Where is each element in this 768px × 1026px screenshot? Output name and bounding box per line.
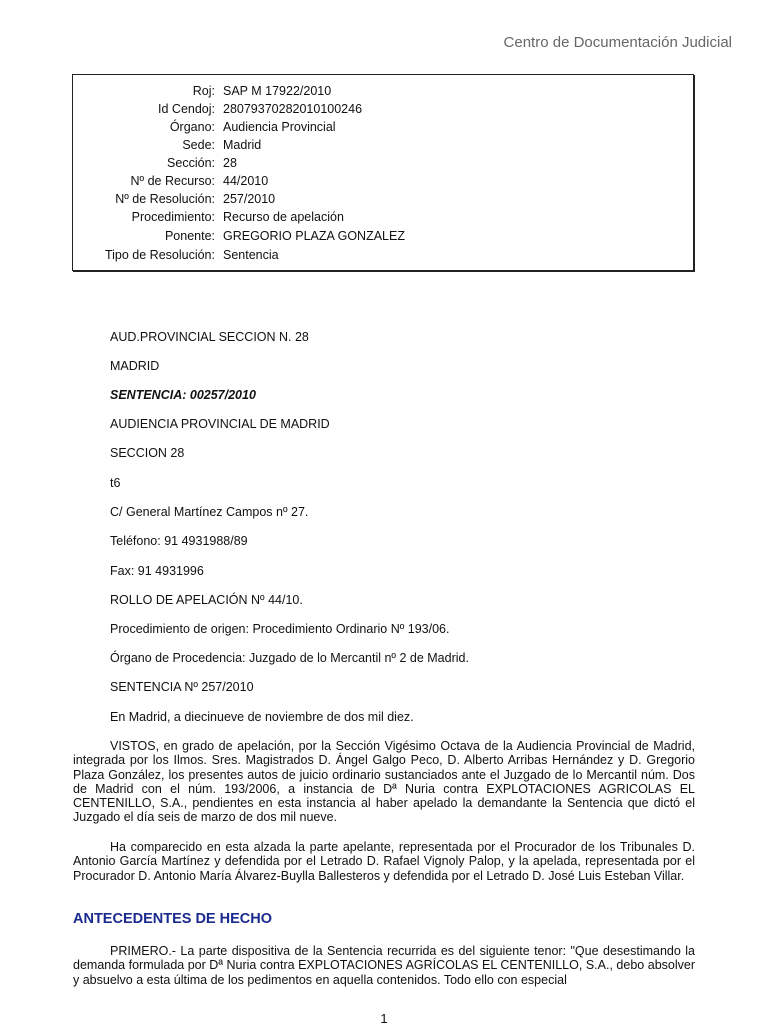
metadata-row-roj: [73, 84, 693, 98]
metadata-label: Nº de Recurso:: [130, 174, 215, 188]
origin-procedure: Procedimiento de origen: Procedimiento Ordinario Nº 193/06.: [110, 622, 450, 636]
metadata-label: Roj:: [192, 84, 215, 98]
section-line: SECCION 28: [110, 446, 185, 460]
metadata-value: 28079370282010100246: [223, 102, 363, 116]
court-heading: AUD.PROVINCIAL SECCION N. 28: [110, 330, 309, 344]
metadata-row-ponente: [73, 229, 693, 243]
court-phone: Teléfono: 91 4931988/89: [110, 534, 248, 548]
court-city: MADRID: [110, 359, 160, 373]
court-full-name: AUDIENCIA PROVINCIAL DE MADRID: [110, 417, 330, 431]
metadata-row-procedimiento: [73, 210, 693, 224]
metadata-label: Sección:: [167, 156, 215, 170]
appearance-paragraph: Ha comparecido en esta alzada la parte apelante, representada por el Procurador de los Tribunales D. Antonio García Martínez y defendida por el Letrado D. Rafael Vignoly Palop, y la apelada, representada por el Procurador D. Antonio María Álvarez-Buylla Ballesteros y defendida por el Letrado D. José Luis Esteban Villar.: [73, 840, 695, 883]
metadata-label: Tipo de Resolución:: [104, 248, 215, 262]
metadata-label: Órgano:: [169, 120, 215, 134]
origin-court: Órgano de Procedencia: Juzgado de lo Mercantil nº 2 de Madrid.: [110, 651, 469, 665]
metadata-value: Recurso de apelación: [223, 210, 344, 224]
section-heading-antecedentes: ANTECEDENTES DE HECHO: [73, 911, 272, 927]
metadata-label: Ponente:: [164, 229, 215, 243]
metadata-row-tipo-resolucion: [73, 248, 693, 262]
primero-paragraph: PRIMERO.- La parte dispositiva de la Sentencia recurrida es del siguiente tenor: "Que desestimando la demanda formulada por Dª Nuria contra EXPLOTACIONES AGRÍCOLAS EL CENTENILLO, S.A., debo absolver y absuelvo a esta última de los pedimentos en aquella contenidos. Todo ello con especial: [73, 944, 695, 987]
metadata-value: Madrid: [223, 138, 262, 152]
court-address: C/ General Martínez Campos nº 27.: [110, 505, 309, 519]
metadata-row-recurso: [73, 174, 693, 188]
metadata-label: Procedimiento:: [131, 210, 215, 224]
court-fax: Fax: 91 4931996: [110, 564, 204, 578]
vistos-paragraph: VISTOS, en grado de apelación, por la Sección Vigésimo Octava de la Audiencia Provincial de Madrid, integrada por los Ilmos. Sres. Magistrados D. Ángel Galgo Peco, D. Alberto Arribas Hernández y D. Gregorio Plaza González, los presentes autos de juicio ordinario sustanciados ante el Juzgado de lo Mercantil núm. Dos de Madrid con el núm. 193/2006, a instancia de Dª Nuria contra EXPLOTACIONES AGRICOLAS EL CENTENILLO, S.A., pendientes en esta instancia al haber apelado la demandante la Sentencia que dictó el Juzgado el día seis de marzo de dos mil nueve.: [73, 739, 695, 825]
metadata-label: Nº de Resolución:: [115, 192, 215, 206]
metadata-row-sede: [73, 138, 693, 152]
metadata-value: Audiencia Provincial: [223, 120, 336, 134]
metadata-row-seccion: [73, 156, 693, 170]
sentence-date: En Madrid, a diecinueve de noviembre de dos mil diez.: [110, 710, 414, 724]
metadata-value: 257/2010: [223, 192, 276, 206]
metadata-label: Id Cendoj:: [158, 102, 215, 116]
metadata-value: SAP M 17922/2010: [223, 84, 332, 98]
sentence-number-heading: SENTENCIA: 00257/2010: [110, 388, 256, 402]
metadata-value: GREGORIO PLAZA GONZALEZ: [223, 229, 405, 243]
metadata-box: [72, 74, 694, 271]
metadata-value: 44/2010: [223, 174, 269, 188]
metadata-row-organo: [73, 120, 693, 134]
appeal-roll: ROLLO DE APELACIÓN Nº 44/10.: [110, 593, 303, 607]
metadata-value: Sentencia: [223, 248, 279, 262]
sentence-number: SENTENCIA Nº 257/2010: [110, 680, 254, 694]
document-center-title: Centro de Documentación Judicial: [503, 34, 732, 51]
reference-code: t6: [110, 476, 121, 490]
metadata-value: 28: [223, 156, 237, 170]
metadata-label: Sede:: [182, 138, 215, 152]
page-number: 1: [380, 1011, 388, 1026]
metadata-row-resolucion: [73, 192, 693, 206]
metadata-row-id-cendoj: [73, 102, 693, 116]
